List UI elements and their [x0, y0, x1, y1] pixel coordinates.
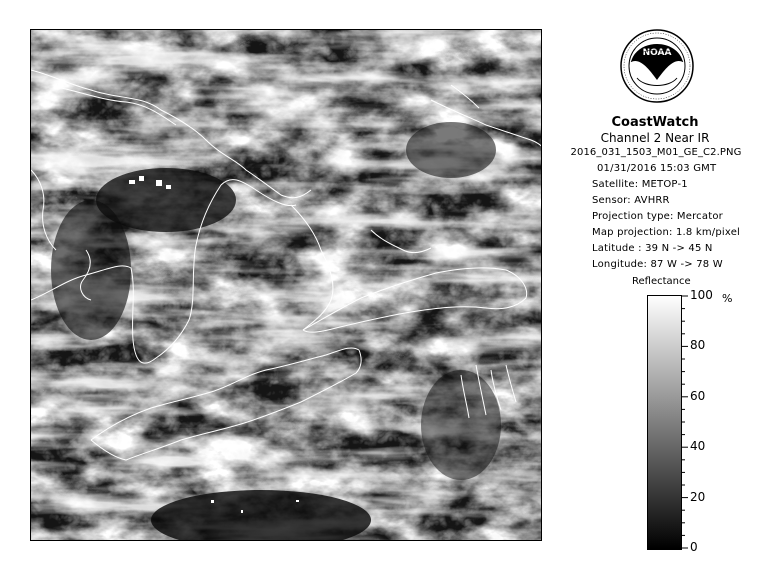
longitude-label: Longitude: 87 W -> 78 W — [592, 259, 723, 270]
noaa-logo — [617, 18, 697, 114]
latitude-label: Latitude : 39 N -> 45 N — [592, 243, 713, 254]
noaa-seal — [617, 18, 697, 114]
product-title: CoastWatch — [611, 115, 699, 130]
bright-spot — [211, 500, 214, 503]
bright-spot — [241, 510, 243, 513]
sensor-label: Sensor: AVHRR — [592, 195, 670, 206]
colorbar-tick-label: 0 — [690, 540, 698, 554]
colorbar-tick-label: 100 — [690, 288, 713, 302]
projection-type-label: Projection type: Mercator — [592, 211, 723, 222]
colorbar-tick-label: 40 — [690, 439, 706, 454]
legend-title: Reflectance — [632, 276, 691, 287]
clear-area — [51, 200, 131, 340]
colorbar-tick-label: 80 — [690, 338, 706, 353]
clear-area — [421, 370, 501, 480]
datetime-label: 01/31/2016 15:03 GMT — [597, 163, 717, 174]
reflectance-colorbar — [647, 295, 682, 550]
bright-spot — [156, 180, 162, 186]
bright-spot — [166, 185, 171, 189]
clear-area — [406, 122, 496, 178]
satellite-image — [30, 29, 542, 541]
colorbar-tick-label: 60 — [690, 388, 706, 403]
filename-label: 2016_031_1503_M01_GE_C2.PNG — [570, 147, 742, 158]
map-projection-label: Map projection: 1.8 km/pixel — [592, 227, 741, 238]
colorbar-axis — [682, 295, 742, 551]
channel-label: Channel 2 Near IR — [600, 131, 710, 145]
bright-spot — [296, 500, 299, 502]
bright-spot — [139, 176, 144, 181]
colorbar-tick-label: 20 — [690, 489, 706, 504]
bright-spot — [129, 180, 135, 184]
unit-label: % — [722, 292, 733, 305]
map-canvas — [31, 30, 542, 541]
svg-text:NOAA: NOAA — [642, 48, 672, 58]
satellite-label: Satellite: METOP-1 — [592, 179, 688, 190]
